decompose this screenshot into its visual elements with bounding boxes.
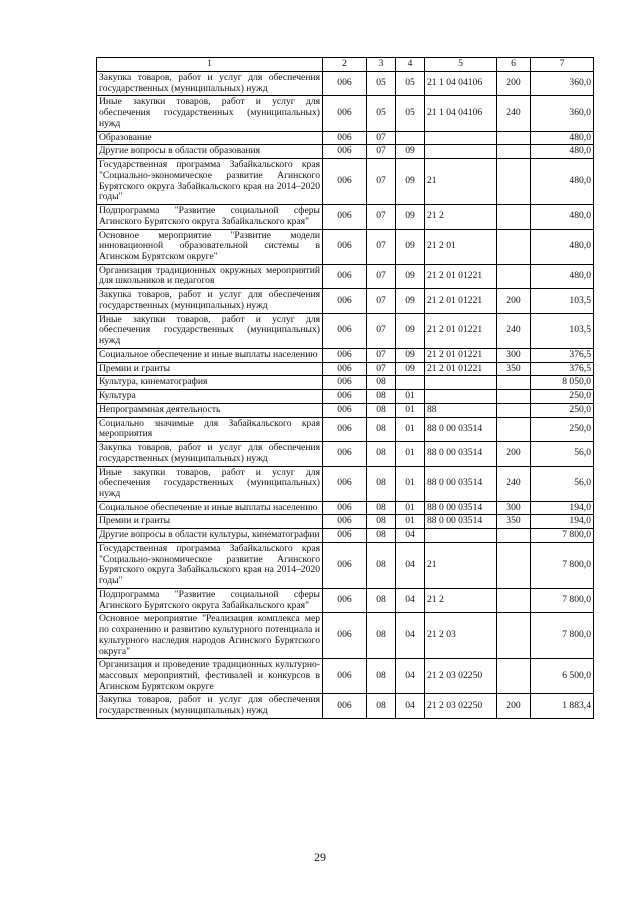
admin-code-cell: 006 (323, 501, 367, 515)
subsection-cell (396, 131, 425, 145)
header-cell: 3 (367, 58, 396, 72)
subsection-cell: 09 (396, 348, 425, 362)
expense-type-cell (497, 264, 531, 288)
subsection-cell: 01 (396, 403, 425, 417)
subsection-cell: 04 (396, 694, 425, 718)
table-row (97, 159, 594, 205)
expense-type-cell (497, 403, 531, 417)
admin-code-cell: 006 (323, 588, 367, 612)
amount-cell: 8 050,0 (531, 376, 594, 390)
amount-cell: 7 800,0 (531, 529, 594, 543)
target-article-cell: 88 0 00 03514 (425, 515, 497, 529)
item-name-cell: Социально значимые для Забайкальского края мероприятия (97, 417, 323, 441)
table-row (97, 417, 594, 441)
target-article-cell: 21 2 (425, 205, 497, 229)
section-cell: 07 (367, 289, 396, 313)
section-cell: 07 (367, 159, 396, 205)
amount-cell: 376,5 (531, 348, 594, 362)
item-name-cell: Непрограммная деятельность (97, 403, 323, 417)
subsection-cell: 09 (396, 145, 425, 159)
expense-type-cell: 350 (497, 362, 531, 376)
amount-cell: 480,0 (531, 264, 594, 288)
subsection-cell: 09 (396, 205, 425, 229)
expense-type-cell: 300 (497, 501, 531, 515)
amount-cell: 56,0 (531, 442, 594, 466)
table-row (97, 205, 594, 229)
section-cell: 07 (367, 313, 396, 348)
item-name-cell: Организация и проведение традиционных культурно-массовых мероприятий, фестивалей и конкурсов в Агинском Бурятском округе (97, 659, 323, 694)
table-row (97, 694, 594, 718)
target-article-cell: 21 2 01 01221 (425, 362, 497, 376)
section-cell: 08 (367, 613, 396, 659)
table-row (97, 588, 594, 612)
admin-code-cell: 006 (323, 403, 367, 417)
item-name-cell: Премии и гранты (97, 515, 323, 529)
table-row (97, 313, 594, 348)
admin-code-cell: 006 (323, 264, 367, 288)
target-article-cell: 21 2 01 01221 (425, 313, 497, 348)
item-name-cell: Иные закупки товаров, работ и услуг для обеспечения государственных (муниципальных) нужд (97, 466, 323, 501)
item-name-cell: Иные закупки товаров, работ и услуг для обеспечения государственных (муниципальных) нужд (97, 313, 323, 348)
amount-cell: 6 500,0 (531, 659, 594, 694)
table-row (97, 264, 594, 288)
subsection-cell: 09 (396, 313, 425, 348)
section-cell: 05 (367, 96, 396, 131)
section-cell: 08 (367, 542, 396, 588)
target-article-cell: 21 1 04 04106 (425, 72, 497, 96)
section-cell: 07 (367, 145, 396, 159)
expense-type-cell: 200 (497, 289, 531, 313)
table-row (97, 390, 594, 404)
subsection-cell: 01 (396, 466, 425, 501)
table-row (97, 72, 594, 96)
target-article-cell: 21 2 01 01221 (425, 348, 497, 362)
admin-code-cell: 006 (323, 442, 367, 466)
admin-code-cell: 006 (323, 289, 367, 313)
budget-table (96, 57, 594, 719)
expense-type-cell (497, 229, 531, 264)
table-row (97, 529, 594, 543)
section-cell: 08 (367, 417, 396, 441)
amount-cell: 7 800,0 (531, 542, 594, 588)
subsection-cell: 04 (396, 659, 425, 694)
table-row (97, 131, 594, 145)
amount-cell: 103,5 (531, 289, 594, 313)
target-article-cell (425, 376, 497, 390)
subsection-cell: 01 (396, 390, 425, 404)
subsection-cell: 09 (396, 362, 425, 376)
subsection-cell: 05 (396, 72, 425, 96)
section-cell: 07 (367, 205, 396, 229)
section-cell: 08 (367, 501, 396, 515)
admin-code-cell: 006 (323, 229, 367, 264)
item-name-cell: Государственная программа Забайкальского края "Социально-экономическое развитие Агинского Бурятского округа Забайкальского края на 2014–2020 годы" (97, 542, 323, 588)
section-cell: 08 (367, 403, 396, 417)
section-cell: 08 (367, 376, 396, 390)
expense-type-cell: 350 (497, 515, 531, 529)
expense-type-cell (497, 131, 531, 145)
table-row (97, 145, 594, 159)
table-row (97, 466, 594, 501)
admin-code-cell: 006 (323, 659, 367, 694)
section-cell: 05 (367, 72, 396, 96)
expense-type-cell (497, 417, 531, 441)
admin-code-cell: 006 (323, 313, 367, 348)
target-article-cell: 21 2 01 01221 (425, 264, 497, 288)
amount-cell: 250,0 (531, 390, 594, 404)
admin-code-cell: 006 (323, 205, 367, 229)
admin-code-cell: 006 (323, 529, 367, 543)
header-cell: 5 (425, 58, 497, 72)
amount-cell: 1 883,4 (531, 694, 594, 718)
item-name-cell: Основное мероприятие "Развитие модели инновационной образовательной системы в Агинском Бурятском округе" (97, 229, 323, 264)
amount-cell: 360,0 (531, 96, 594, 131)
section-cell: 07 (367, 348, 396, 362)
item-name-cell: Закупка товаров, работ и услуг для обеспечения государственных (муниципальных) нужд (97, 442, 323, 466)
target-article-cell: 88 0 00 03514 (425, 466, 497, 501)
target-article-cell: 21 2 03 (425, 613, 497, 659)
target-article-cell: 21 (425, 159, 497, 205)
section-cell: 08 (367, 466, 396, 501)
admin-code-cell: 006 (323, 694, 367, 718)
expense-type-cell (497, 659, 531, 694)
table-row (97, 348, 594, 362)
header-cell: 4 (396, 58, 425, 72)
admin-code-cell: 006 (323, 376, 367, 390)
subsection-cell: 09 (396, 159, 425, 205)
table-row (97, 542, 594, 588)
section-cell: 07 (367, 362, 396, 376)
target-article-cell: 88 (425, 403, 497, 417)
table-row (97, 96, 594, 131)
subsection-cell: 01 (396, 501, 425, 515)
item-name-cell: Другие вопросы в области культуры, кинематографии (97, 529, 323, 543)
section-cell: 08 (367, 529, 396, 543)
subsection-cell: 04 (396, 588, 425, 612)
table-row (97, 659, 594, 694)
item-name-cell: Иные закупки товаров, работ и услуг для обеспечения государственных (муниципальных) нужд (97, 96, 323, 131)
expense-type-cell (497, 613, 531, 659)
expense-type-cell: 200 (497, 442, 531, 466)
item-name-cell: Основное мероприятие "Реализация комплекса мер по сохранению и развитию культурного потенциала и культурного наследия народов Агинского Бурятского округа" (97, 613, 323, 659)
expense-type-cell (497, 376, 531, 390)
target-article-cell: 21 2 01 (425, 229, 497, 264)
target-article-cell: 88 0 00 03514 (425, 417, 497, 441)
admin-code-cell: 006 (323, 131, 367, 145)
subsection-cell: 01 (396, 442, 425, 466)
subsection-cell: 01 (396, 515, 425, 529)
item-name-cell: Премии и гранты (97, 362, 323, 376)
target-article-cell: 21 1 04 04106 (425, 96, 497, 131)
amount-cell: 376,5 (531, 362, 594, 376)
expense-type-cell (497, 205, 531, 229)
section-cell: 07 (367, 131, 396, 145)
admin-code-cell: 006 (323, 390, 367, 404)
header-row (97, 58, 594, 72)
expense-type-cell: 240 (497, 313, 531, 348)
item-name-cell: Закупка товаров, работ и услуг для обеспечения государственных (муниципальных) нужд (97, 289, 323, 313)
header-cell: 2 (323, 58, 367, 72)
section-cell: 08 (367, 694, 396, 718)
target-article-cell (425, 529, 497, 543)
amount-cell: 7 800,0 (531, 613, 594, 659)
item-name-cell: Подпрограмма "Развитие социальной сферы Агинского Бурятского округа Забайкальского края" (97, 205, 323, 229)
expense-type-cell: 200 (497, 694, 531, 718)
table-row (97, 515, 594, 529)
section-cell: 08 (367, 515, 396, 529)
amount-cell: 480,0 (531, 229, 594, 264)
header-cell: 6 (497, 58, 531, 72)
table-row (97, 501, 594, 515)
expense-type-cell (497, 145, 531, 159)
subsection-cell: 09 (396, 289, 425, 313)
amount-cell: 480,0 (531, 145, 594, 159)
admin-code-cell: 006 (323, 159, 367, 205)
admin-code-cell: 006 (323, 72, 367, 96)
item-name-cell: Закупка товаров, работ и услуг для обеспечения государственных (муниципальных) нужд (97, 72, 323, 96)
header-cell: 1 (97, 58, 323, 72)
table-row (97, 362, 594, 376)
section-cell: 08 (367, 390, 396, 404)
item-name-cell: Другие вопросы в области образования (97, 145, 323, 159)
expense-type-cell (497, 390, 531, 404)
expense-type-cell (497, 529, 531, 543)
amount-cell: 480,0 (531, 131, 594, 145)
admin-code-cell: 006 (323, 145, 367, 159)
table-row (97, 403, 594, 417)
item-name-cell: Социальное обеспечение и иные выплаты населению (97, 348, 323, 362)
amount-cell: 480,0 (531, 205, 594, 229)
subsection-cell (396, 376, 425, 390)
amount-cell: 194,0 (531, 515, 594, 529)
page-number: 29 (314, 850, 326, 864)
expense-type-cell (497, 542, 531, 588)
admin-code-cell: 006 (323, 362, 367, 376)
target-article-cell (425, 145, 497, 159)
subsection-cell: 05 (396, 96, 425, 131)
admin-code-cell: 006 (323, 515, 367, 529)
subsection-cell: 09 (396, 229, 425, 264)
item-name-cell: Подпрограмма "Развитие социальной сферы Агинского Бурятского округа Забайкальского края" (97, 588, 323, 612)
amount-cell: 56,0 (531, 466, 594, 501)
item-name-cell: Государственная программа Забайкальского края "Социально-экономическое развитие Агинского Бурятского округа Забайкальского края на 2014–2020 годы" (97, 159, 323, 205)
expense-type-cell: 240 (497, 466, 531, 501)
subsection-cell: 04 (396, 542, 425, 588)
target-article-cell (425, 131, 497, 145)
expense-type-cell: 240 (497, 96, 531, 131)
table-row (97, 229, 594, 264)
table-row (97, 613, 594, 659)
table-body (97, 72, 594, 719)
admin-code-cell: 006 (323, 613, 367, 659)
target-article-cell: 21 (425, 542, 497, 588)
item-name-cell: Закупка товаров, работ и услуг для обеспечения государственных (муниципальных) нужд (97, 694, 323, 718)
target-article-cell (425, 390, 497, 404)
target-article-cell: 88 0 00 03514 (425, 501, 497, 515)
item-name-cell: Социальное обеспечение и иные выплаты населению (97, 501, 323, 515)
section-cell: 07 (367, 264, 396, 288)
expense-type-cell: 300 (497, 348, 531, 362)
table-row (97, 289, 594, 313)
section-cell: 08 (367, 588, 396, 612)
amount-cell: 194,0 (531, 501, 594, 515)
expense-type-cell (497, 588, 531, 612)
item-name-cell: Культура, кинематография (97, 376, 323, 390)
item-name-cell: Организация традиционных окружных мероприятий для школьников и педагогов (97, 264, 323, 288)
admin-code-cell: 006 (323, 348, 367, 362)
item-name-cell: Культура (97, 390, 323, 404)
expense-type-cell: 200 (497, 72, 531, 96)
target-article-cell: 21 2 01 01221 (425, 289, 497, 313)
section-cell: 08 (367, 659, 396, 694)
subsection-cell: 04 (396, 613, 425, 659)
subsection-cell: 04 (396, 529, 425, 543)
section-cell: 08 (367, 442, 396, 466)
amount-cell: 250,0 (531, 403, 594, 417)
admin-code-cell: 006 (323, 466, 367, 501)
subsection-cell: 01 (396, 417, 425, 441)
target-article-cell: 21 2 (425, 588, 497, 612)
subsection-cell: 09 (396, 264, 425, 288)
admin-code-cell: 006 (323, 417, 367, 441)
expense-type-cell (497, 159, 531, 205)
amount-cell: 480,0 (531, 159, 594, 205)
admin-code-cell: 006 (323, 96, 367, 131)
table-row (97, 442, 594, 466)
target-article-cell: 21 2 03 02250 (425, 694, 497, 718)
amount-cell: 7 800,0 (531, 588, 594, 612)
table-row (97, 376, 594, 390)
target-article-cell: 21 2 03 02250 (425, 659, 497, 694)
target-article-cell: 88 0 00 03514 (425, 442, 497, 466)
header-cell: 7 (531, 58, 594, 72)
amount-cell: 103,5 (531, 313, 594, 348)
admin-code-cell: 006 (323, 542, 367, 588)
amount-cell: 360,0 (531, 72, 594, 96)
section-cell: 07 (367, 229, 396, 264)
amount-cell: 250,0 (531, 417, 594, 441)
item-name-cell: Образование (97, 131, 323, 145)
